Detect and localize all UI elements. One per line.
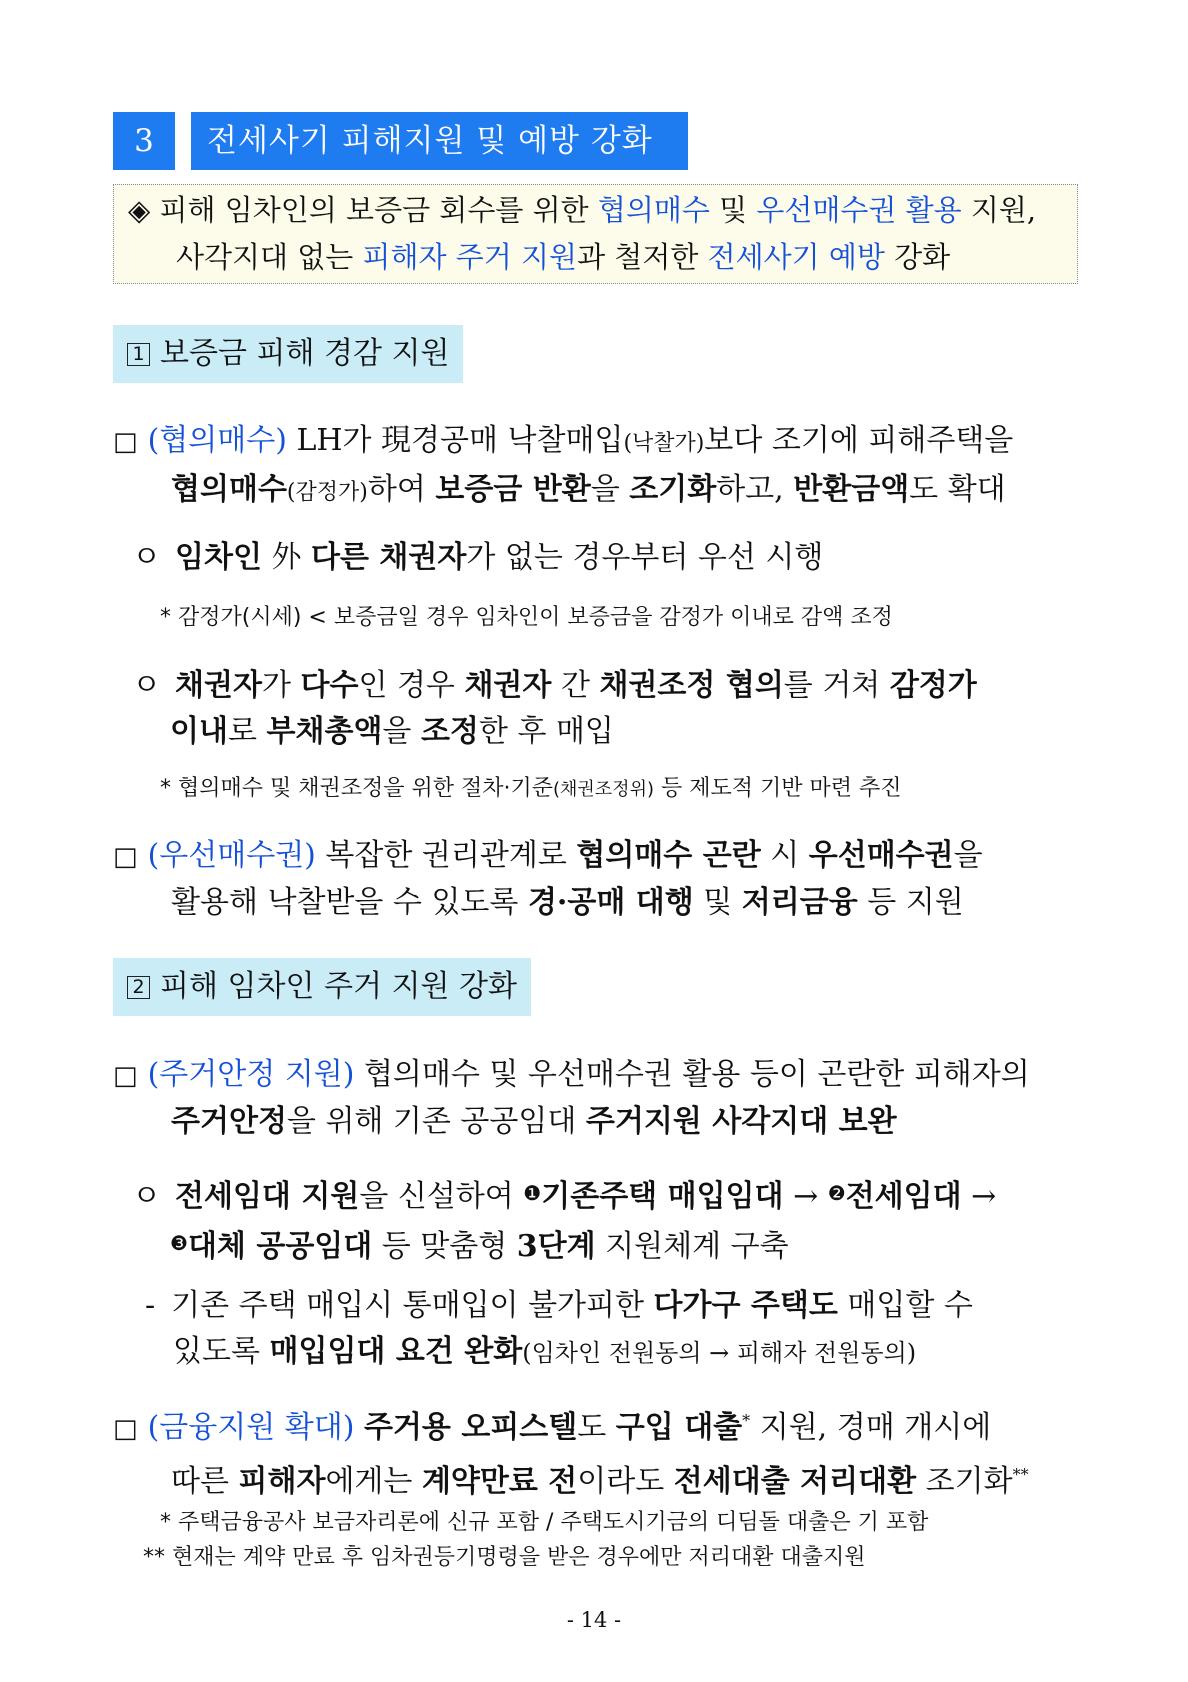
square-bullet-icon: □ — [113, 1061, 138, 1091]
sub-item-2: ㅇ 채권자가 다수인 경우 채권자 간 채권조정 협의를 거쳐 감정가 이내로 부채총액을 조정한 후 매입 — [132, 668, 977, 749]
subsection-title: 피해 임차인 주거 지원 강화 — [160, 969, 517, 1004]
subsection-number: 2 — [127, 976, 150, 999]
summary-line-2: 사각지대 없는 피해자 주거 지원과 철저한 전세사기 예방 강화 — [176, 240, 951, 274]
number-2-icon: ❷ — [827, 1181, 846, 1205]
square-bullet-icon: □ — [113, 842, 138, 872]
note-4: ** 현재는 계약 만료 후 임차권등기명령을 받은 경우에만 저리대환 대출지원 — [143, 1545, 866, 1570]
circle-bullet-icon: ㅇ — [132, 668, 161, 703]
subsection-heading-1 — [113, 325, 463, 383]
number-1-icon: ❶ — [523, 1181, 542, 1205]
square-bullet-icon: □ — [113, 427, 138, 457]
item-priority-purchase-right: □ (우선매수권) 복잡한 권리관계로 협의매수 곤란 시 우선매수권을 활용해 낙찰받을 수 있도록 경·공매 대행 및 저리금융 등 지원 — [113, 838, 983, 920]
section-title: 전세사기 피해지원 및 예방 강화 — [191, 112, 688, 170]
note-2: * 협의매수 및 채권조정을 위한 절차·기준(채권조정위) 등 제도적 기반 마련 추진 — [160, 776, 902, 801]
sub-item-1: ㅇ 임차인 外 다른 채권자가 없는 경우부터 우선 시행 — [132, 540, 824, 575]
number-3-icon: ❸ — [170, 1231, 188, 1255]
item-housing-stability: □ (주거안정 지원) 협의매수 및 우선매수권 활용 등이 곤란한 피해자의 주거안정을 위해 기존 공공임대 주거지원 사각지대 보완 — [113, 1057, 1030, 1139]
summary-box — [113, 184, 1078, 284]
dash-item-1: - 기존 주택 매입시 통매입이 불가피한 다가구 주택도 매입할 수 있도록 매입임대 요건 완화(임차인 전원동의 → 피해자 전원동의) — [145, 1288, 973, 1369]
circle-bullet-icon: ㅇ — [132, 1179, 161, 1214]
section-number-badge: 3 — [113, 112, 175, 170]
note-1: * 감정가(시세) < 보증금일 경우 임차인이 보증금을 감정가 이내로 감액 조정 — [160, 605, 893, 630]
circle-bullet-icon: ㅇ — [132, 540, 161, 575]
summary-line-1: ◈ 피해 임차인의 보증금 회수를 위한 협의매수 및 우선매수권 활용 지원, — [128, 193, 1037, 227]
diamond-icon: ◈ — [128, 193, 151, 227]
subsection-number: 1 — [127, 343, 150, 366]
item-financial-support: □ (금융지원 확대) 주거용 오피스텔도 구입 대출* 지원, 경매 개시에 따른 피해자에게는 계약만료 전이라도 전세대출 저리대환 조기화** — [113, 1410, 1029, 1499]
square-bullet-icon: □ — [113, 1414, 138, 1444]
sub-item-3: ㅇ 전세임대 지원을 신설하여 $^❶$기존주택 매입임대 → $^❷$전세임대 → $^❸$대체 공공임대 등 맞춤형 3단계 지원체계 구축 — [132, 1179, 997, 1264]
dash-bullet-icon: - — [145, 1288, 156, 1323]
page-number: - 14 - — [566, 1608, 622, 1632]
note-3: * 주택금융공사 보금자리론에 신규 포함 / 주택도시기금의 디딤돌 대출은 기 포함 — [160, 1510, 929, 1535]
subsection-heading-2 — [113, 958, 531, 1016]
item-consultation-purchase: □ (협의매수) LH가 現경공매 낙찰매입(낙찰가)보다 조기에 피해주택을 협의매수(감정가)하여 보증금 반환을 조기화하고, 반환금액도 확대 — [113, 423, 1014, 507]
subsection-title: 보증금 피해 경감 지원 — [160, 336, 450, 371]
